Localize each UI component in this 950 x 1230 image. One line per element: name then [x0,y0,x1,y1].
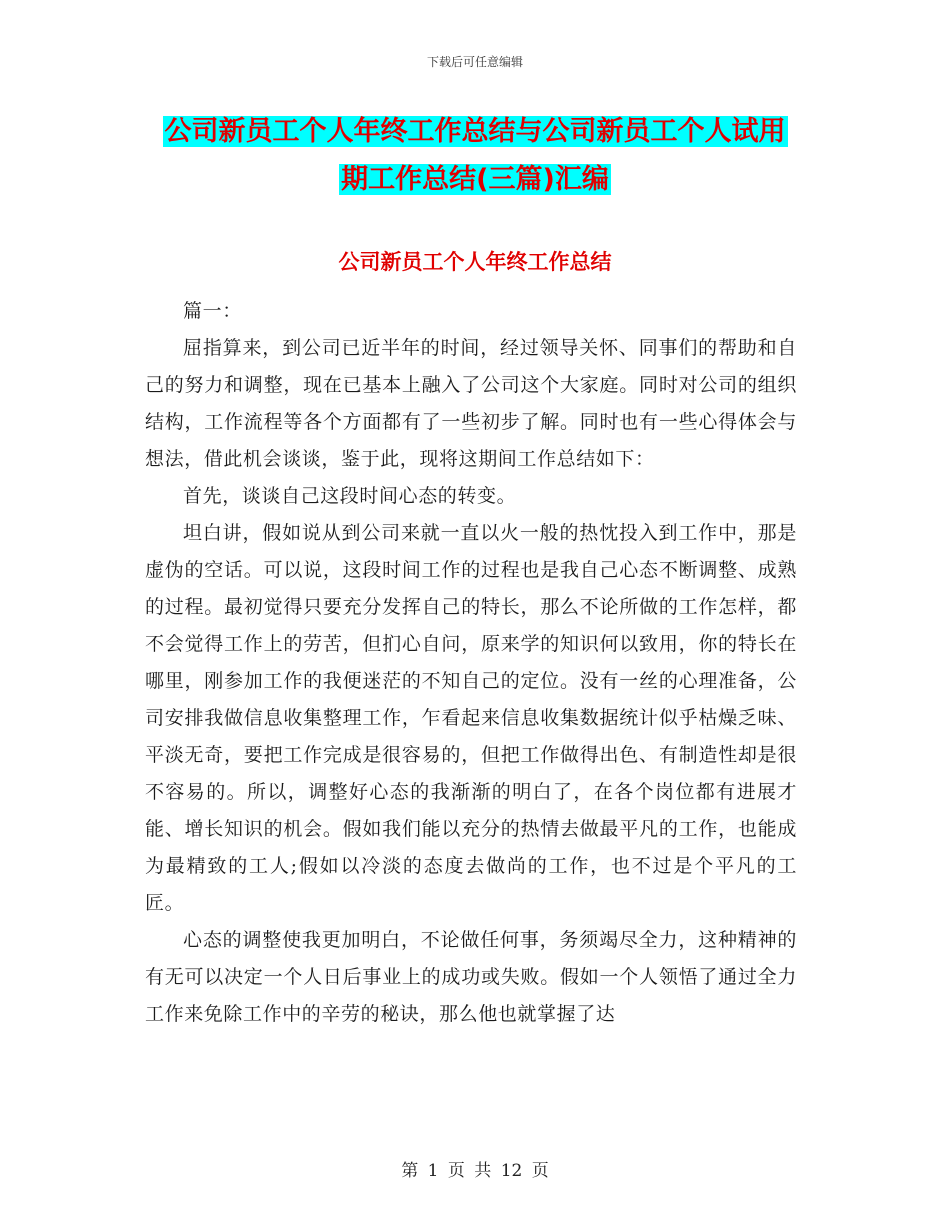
paragraph: 坦白讲，假如说从到公司来就一直以火一般的热忱投入到工作中，那是虚伪的空话。可以说，这段时间工作的过程也是我自己心态不断调整、成熟的过程。最初觉得只要充分发挥自己的特长，那么不论所做的工作怎样，都不会觉得工作上的劳苦，但扪心自问，原来学的知识何以致用，你的特长在哪里，刚参加工作的我便迷茫的不知自己的定位。没有一丝的心理准备，公司安排我做信息收集整理工作，乍看起来信息收集数据统计似乎枯燥乏味、平淡无奇，要把工作完成是很容易的，但把工作做得出色、有制造性却是很不容易的。所以，调整好心态的我渐渐的明白了，在各个岗位都有进展才能、增长知识的机会。假如我们能以充分的热情去做最平凡的工作，也能成为最精致的工人;假如以冷淡的态度去做尚的工作，也不过是个平凡的工匠。 [145,522,797,914]
section-title: 公司新员工个人年终工作总结 [338,250,612,274]
paragraph: 篇一： [183,300,242,322]
document-title-line-1: 公司新员工个人年终工作总结与公司新员工个人试用 [164,116,786,147]
paragraph: 屈指算来，到公司已近半年的时间，经过领导关怀、同事们的帮助和自己的努力和调整，现在已基本上融入了公司这个大家庭。同时对公司的组织结构，工作流程等各个方面都有了一些初步了解。同时也有一些心得体会与想法，借此机会谈谈，鉴于此，现将这期间工作总结如下： [145,337,797,470]
document-title-line-2: 期工作总结(三篇)汇编 [341,164,609,195]
document-title [100,108,850,204]
page-header-note: 下载后可任意编辑 [426,55,523,69]
paragraph: 心态的调整使我更加明白，不论做任何事，务须竭尽全力，这种精神的有无可以决定一个人日后事业上的成功或失败。假如一个人领悟了通过全力工作来免除工作中的辛劳的秘诀，那么他也就掌握了达 [145,929,797,1025]
page-number: 第 1 页 共 12 页 [401,1161,549,1181]
body-text [145,293,797,1033]
paragraph: 首先，谈谈自己这段时间心态的转变。 [183,485,517,507]
